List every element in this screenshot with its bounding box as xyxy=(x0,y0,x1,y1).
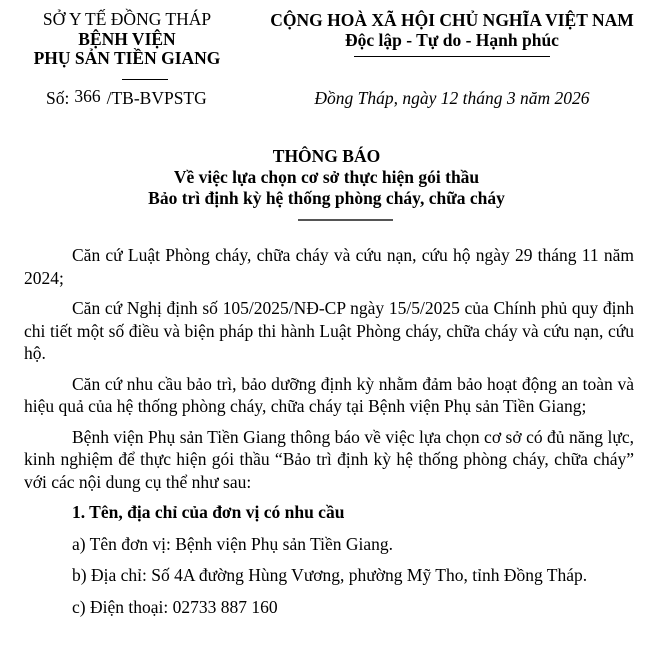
section-1-item-address: b) Địa chỉ: Số 4A đường Hùng Vương, phường Mỹ Tho, tỉnh Đồng Tháp. xyxy=(72,565,588,585)
paragraph-needs: Căn cứ nhu cầu bảo trì, bảo dưỡng định kỳ nhằm đảm bảo hoạt động an toàn và hiệu quả của hệ thống phòng cháy, chữa cháy tại Bệnh viện Phụ sản Tiền Giang; xyxy=(24,373,634,416)
subject-line-1: Về việc lựa chọn cơ sở thực hiện gói thầu xyxy=(173,167,480,187)
doc-number-prefix: Số: xyxy=(46,88,70,108)
section-1-heading: 1. Tên, địa chỉ của đơn vị có nhu cầu xyxy=(72,502,345,522)
doc-number-value: 366 xyxy=(74,86,101,106)
paragraph-legal-basis-2: Căn cứ Nghị định số 105/2025/NĐ-CP ngày 15/5/2025 của Chính phủ quy định chi tiết một số điều và biện pháp thi hành Luật Phòng cháy, chữa cháy và cứu nạn, cứu hộ. xyxy=(24,298,634,363)
nation-name: CỘNG HOÀ XÃ HỘI CHỦ NGHĨA VIỆT NAM xyxy=(270,10,634,30)
document-number xyxy=(46,88,207,109)
org-department: SỞ Y TẾ ĐỒNG THÁP xyxy=(42,9,212,29)
issuing-organization xyxy=(20,10,234,69)
org-name-line1: BỆNH VIỆN xyxy=(78,28,176,49)
org-name-line2: PHỤ SẢN TIỀN GIANG xyxy=(33,48,221,68)
section-1-item-name: a) Tên đơn vị: Bệnh viện Phụ sản Tiền Giang. xyxy=(72,533,393,554)
title-divider xyxy=(298,219,393,221)
document-body xyxy=(24,244,634,627)
subject-line-2: Bảo trì định kỳ hệ thống phòng cháy, chữa cháy xyxy=(148,188,505,208)
doc-type: THÔNG BÁO xyxy=(272,146,381,166)
nation-motto: Độc lập - Tự do - Hạnh phúc xyxy=(345,30,559,50)
document-title xyxy=(0,146,653,209)
section-1-item-phone: c) Điện thoại: 02733 887 160 xyxy=(72,596,278,617)
place-date: Đồng Tháp, ngày 12 tháng 3 năm 2026 xyxy=(314,88,590,108)
national-header xyxy=(252,10,652,50)
org-divider xyxy=(122,79,168,80)
paragraph-announcement: Bệnh viện Phụ sản Tiền Giang thông báo về việc lựa chọn cơ sở có đủ năng lực, kinh nghiệm để thực hiện gói thầu “Bảo trì định kỳ hệ thống phòng cháy, chữa cháy” với các nội dung cụ thể như sau: xyxy=(24,426,634,492)
paragraph-legal-basis-1: Căn cứ Luật Phòng cháy, chữa cháy và cứu nạn, cứu hộ ngày 29 tháng 11 năm 2024; xyxy=(24,245,634,288)
doc-number-suffix: /TB-BVPSTG xyxy=(106,88,207,108)
motto-divider xyxy=(354,56,550,57)
